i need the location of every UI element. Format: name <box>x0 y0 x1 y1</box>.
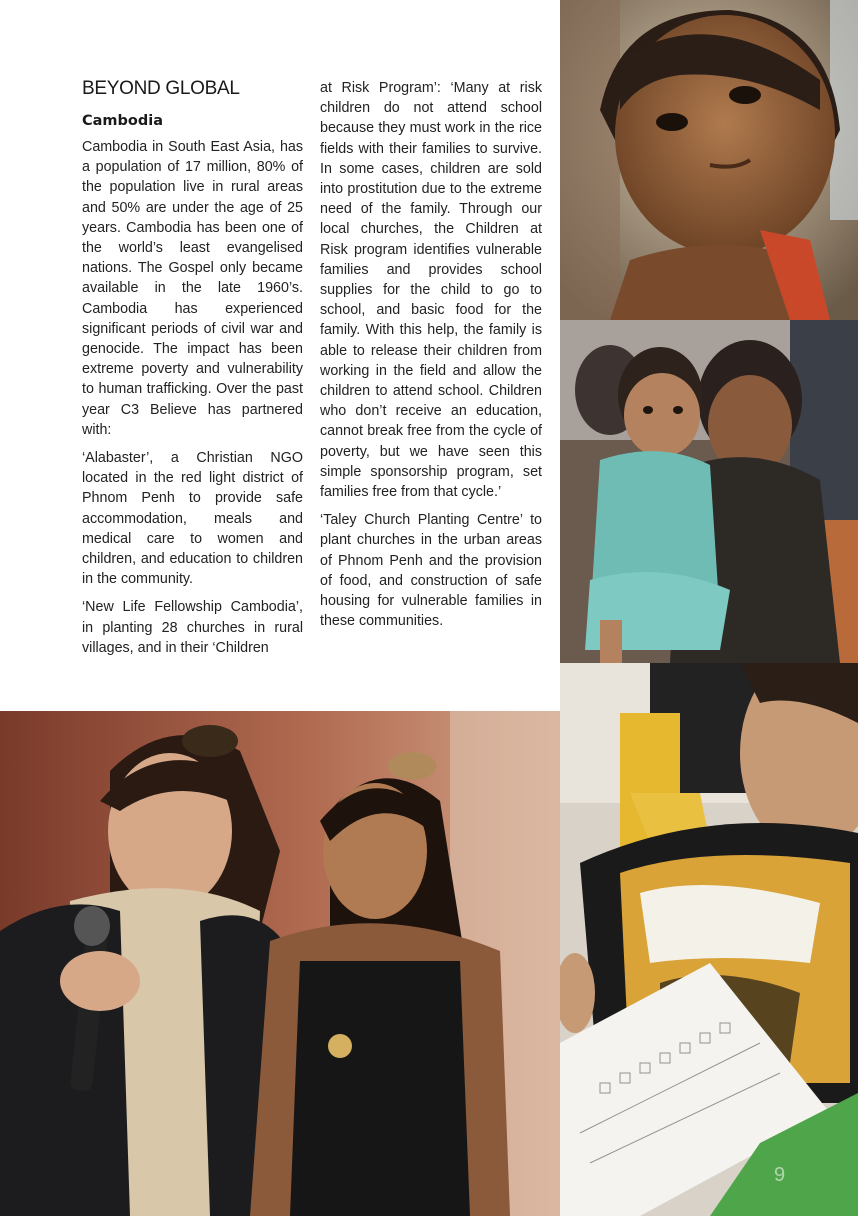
page-number: 9 <box>774 1164 786 1186</box>
paragraph: ‘New Life Fellowship Cambodia’, in planting 28 churches in rural villages, and in their ‘Children <box>82 599 303 656</box>
paragraph: Cambodia in South East Asia, has a population of 17 million, 80% of the population live in rural areas and 50% are under the age of 25 years. Cambodia has been one of the world’s least evangelised nations. The Gospel only became available in the late 1960’s. Cambodia has experienced significant periods of civil war and genocide. The impact has been extreme poverty and vulnerability to human trafficking. Over the past year C3 Believe has partnered with: <box>82 139 303 438</box>
paragraph: ‘Taley Church Planting Centre’ to plant churches in the urban areas of Phnom Penh and the provision of food, and construction of safe housing for vulnerable families in these communities. <box>320 512 542 630</box>
women-singing-photo <box>0 711 560 1216</box>
paragraph: ‘Alabaster’, a Christian NGO located in the red light district of Phnom Penh to provide safe accommodation, meals and medical care to women and children, and education to children in the community. <box>82 450 303 588</box>
girl-worksheet-photo <box>560 663 858 1216</box>
page-title: BEYOND GLOBAL <box>82 78 240 99</box>
child-portrait-photo <box>560 0 858 320</box>
text-column-left <box>82 137 303 666</box>
grandmother-baby-photo <box>560 320 858 663</box>
text-column-right <box>320 78 542 639</box>
section-subtitle: Cambodia <box>82 113 164 129</box>
paragraph: at Risk Program’: ‘Many at risk children do not attend school because they must work in the rice fields with their families to survive. In some cases, children are sold into prostitution due to the extreme need of the family. Through our local churches, the Children at Risk program identifies vulnerable families and provides school supplies for the child to go to school, and basic food for the family. With this help, the family is able to release their children from working in the field and allow the children to attend school. Children who don’t receive an education, cannot break free from the cycle of poverty, but we have seen this simple sponsorship program, set families free from that cycle.’ <box>320 80 542 501</box>
